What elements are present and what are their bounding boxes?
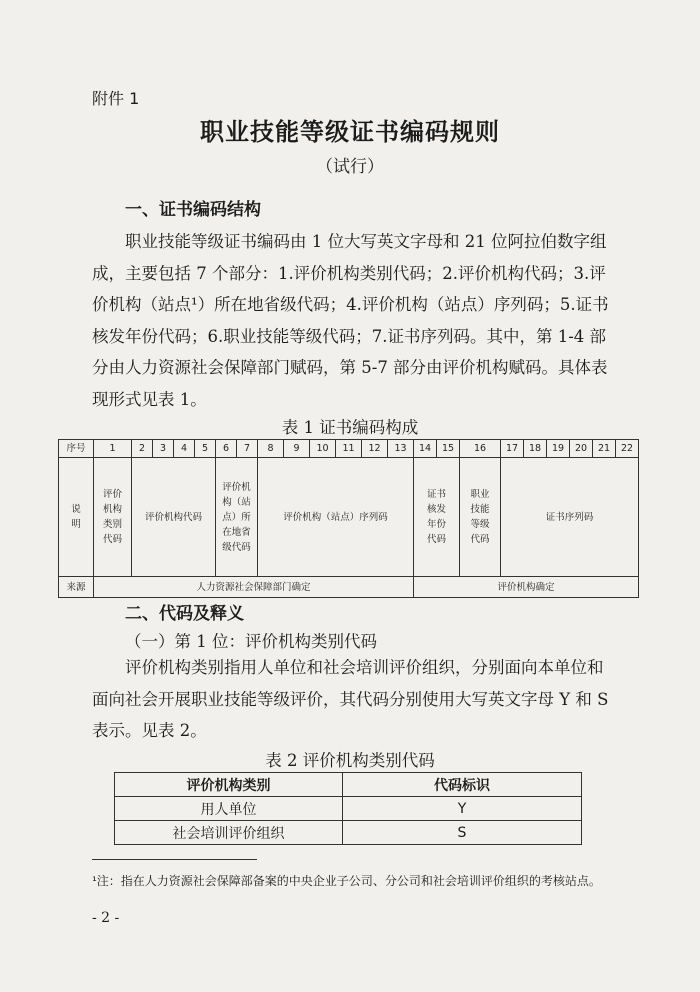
source-label: 来源 — [59, 577, 94, 598]
table1-code-structure — [58, 439, 639, 598]
position-cell: 16 — [460, 440, 501, 458]
document-title: 职业技能等级证书编码规则 — [200, 117, 500, 146]
section1-paragraph: 职业技能等级证书编码由 1 位大写英文字母和 21 位阿拉伯数字组成，主要包括 7 个部分：1.评价机构类别代码；2.评价机构代码；3.评价机构（站点¹）所在地省级代码；4.评价机构（站点）序列码；5.证书核发年份代码；6.职业技能等级代码；7.证书序列码。其中，第 1-4 部分由人力资源社会保障部门赋码，第 5-7 部分由评价机构赋码。具体表现形式见表 1。 — [92, 232, 609, 409]
table2-header-row — [115, 773, 582, 797]
position-cell: 10 — [310, 440, 336, 458]
table2-caption: 表 2 评价机构类别代码 — [265, 751, 435, 770]
position-cell: 5 — [195, 440, 216, 458]
position-cell: 22 — [616, 440, 639, 458]
source-org: 评价机构确定 — [414, 577, 639, 598]
table-row — [115, 821, 582, 845]
table2-header-category: 评价机构类别 — [115, 773, 343, 797]
position-cell: 6 — [216, 440, 237, 458]
table1-header-row — [59, 440, 639, 458]
position-cell: 9 — [284, 440, 310, 458]
page-number: - 2 - — [92, 910, 120, 926]
description-label: 说明 — [71, 504, 81, 530]
desc-category: 评价机构类别代码 — [102, 489, 122, 545]
position-cell: 15 — [437, 440, 460, 458]
position-cell: 13 — [388, 440, 414, 458]
table1-description-row — [59, 458, 639, 577]
table1-source-row — [59, 577, 639, 598]
table1-row-label: 序号 — [59, 440, 94, 458]
position-cell: 21 — [593, 440, 616, 458]
section1-heading: 一、证书编码结构 — [125, 200, 261, 220]
table2-header-code: 代码标识 — [343, 773, 582, 797]
position-cell: 7 — [237, 440, 258, 458]
position-cell: 18 — [524, 440, 547, 458]
section2-heading: 二、代码及释义 — [125, 604, 244, 624]
source-hrss: 人力资源社会保障部门确定 — [94, 577, 414, 598]
position-cell: 20 — [570, 440, 593, 458]
position-cell: 17 — [501, 440, 524, 458]
position-cell: 2 — [132, 440, 153, 458]
desc-year: 证书核发年份代码 — [426, 489, 446, 545]
position-cell: 12 — [362, 440, 388, 458]
document-subtitle: （试行） — [316, 157, 384, 177]
table2-category-codes — [114, 772, 582, 845]
position-cell: 14 — [414, 440, 437, 458]
position-cell: 1 — [94, 440, 132, 458]
desc-level: 职业技能等级代码 — [470, 489, 490, 545]
code-cell: S — [343, 821, 582, 845]
desc-province: 评价机构（站点）所在地省级代码 — [222, 481, 251, 553]
category-cell: 用人单位 — [115, 797, 343, 821]
position-cell: 8 — [258, 440, 284, 458]
desc-site-seq: 评价机构（站点）序列码 — [258, 458, 414, 577]
position-cell: 19 — [547, 440, 570, 458]
table1-caption: 表 1 证书编码构成 — [281, 418, 419, 437]
position-cell: 3 — [153, 440, 174, 458]
position-cell: 11 — [336, 440, 362, 458]
footnote-divider — [92, 859, 257, 860]
attachment-label: 附件 1 — [92, 89, 140, 108]
position-cell: 4 — [174, 440, 195, 458]
footnote: ¹注：指在人力资源社会保障部备案的中央企业子公司、分公司和社会培训评价组织的考核站点。 — [92, 874, 601, 888]
category-cell: 社会培训评价组织 — [115, 821, 343, 845]
code-cell: Y — [343, 797, 582, 821]
desc-cert-seq: 证书序列码 — [501, 458, 639, 577]
section2-paragraph: 评价机构类别指用人单位和社会培训评价组织，分别面向本单位和面向社会开展职业技能等级评价，其代码分别使用大写英文字母 Y 和 S 表示。见表 2。 — [92, 658, 609, 740]
desc-org-code: 评价机构代码 — [132, 458, 216, 577]
table-row — [115, 797, 582, 821]
section2-subheading: （一）第 1 位：评价机构类别代码 — [125, 632, 377, 651]
